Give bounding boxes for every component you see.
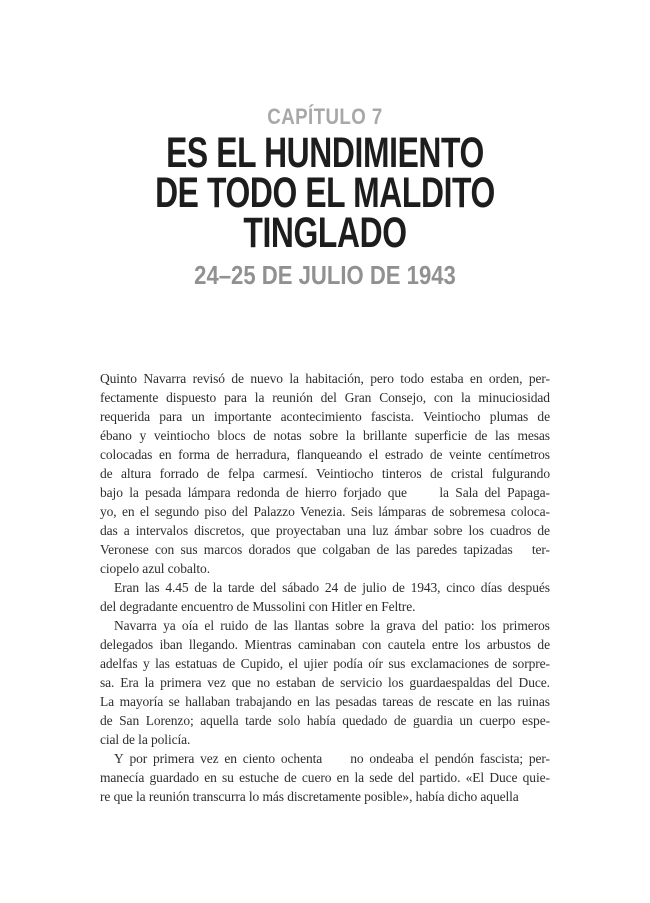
body-line: colocadas en forma de herradura, flanqueando el estrado de veinte centímetros [100, 447, 550, 462]
chapter-title-line-2: DE TODO EL MALDITO [155, 169, 495, 217]
body-line: Y por primera vez en ciento ochenta no ondeaba el pendón fascista; per- [114, 751, 550, 766]
body-line: bajo la pesada lámpara redonda de hierro forjado que la Sala del Papaga- [100, 485, 550, 500]
body-line: Eran las 4.45 de la tarde del sábado 24 de julio de 1943, cinco días después [114, 580, 550, 595]
body-line: ciopelo azul cobalto. [100, 561, 210, 576]
body-line: Quinto Navarra revisó de nuevo la habitación, pero todo estaba en orden, per- [100, 371, 550, 386]
body-line: adelfas y las estatuas de Cupido, el ujier podía oír sus exclamaciones de sorpre- [100, 656, 550, 671]
body-line: yo, en el segundo piso del Palazzo Venezia. Seis lámparas de sobremesa coloca- [100, 504, 550, 519]
body-line: das a intervalos discretos, que proyectaban una luz ámbar sobre los cuadros de [100, 523, 550, 538]
body-line: del degradante encuentro de Mussolini con Hitler en Feltre. [100, 599, 416, 614]
body-line: fectamente dispuesto para la reunión del Gran Consejo, con la minuciosidad [100, 390, 550, 405]
chapter-title-line-1: ES EL HUNDIMIENTO [166, 129, 484, 177]
body-line: re que la reunión transcurra lo más discretamente posible», había dicho aquella [100, 789, 519, 804]
body-line: manecía guardado en su estuche de cuero en la sede del partido. «El Duce quie- [100, 770, 550, 785]
body-text [100, 369, 550, 806]
body-line: sa. Era la primera vez que no estaban de servicio los guardaespaldas del Duce. [100, 675, 550, 690]
body-line: Veronese con sus marcos dorados que colgaban de las paredes tapizadas ter- [100, 542, 550, 557]
body-line: La mayoría se hallaban trabajando en las pesadas tareas de rescate en las ruinas [100, 694, 550, 709]
body-line: de altura forrado de felpa carmesí. Veintiocho tinteros de cristal fulgurando [100, 466, 550, 481]
body-line: ébano y veintiocho blocs de notas sobre la brillante superficie de las mesas [100, 428, 550, 443]
chapter-kicker: CAPÍTULO 7 [267, 104, 383, 129]
body-line: delegados iban llegando. Mientras caminaban con cautela entre los arbustos de [100, 637, 550, 652]
body-line: de San Lorenzo; aquella tarde solo había quedado de guardia un cuerpo espe- [100, 713, 550, 728]
body-line: requerida para un importante acontecimiento fascista. Veintiocho plumas de [100, 409, 550, 424]
body-line: Navarra ya oía el ruido de las llantas sobre la grava del patio: los primeros [114, 618, 550, 633]
chapter-title [0, 129, 650, 257]
chapter-title-line-3: TINGLADO [243, 209, 407, 257]
chapter-subtitle: 24–25 DE JULIO DE 1943 [194, 260, 456, 290]
body-line: cial de la policía. [100, 732, 191, 747]
